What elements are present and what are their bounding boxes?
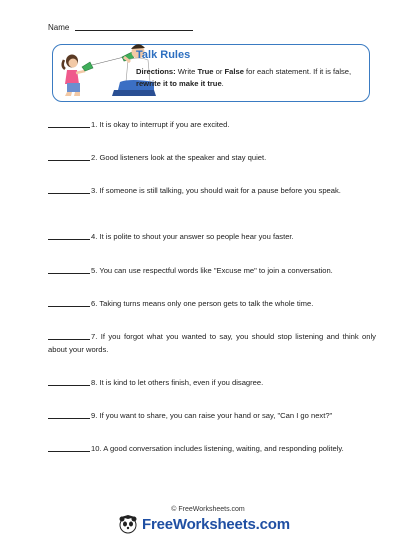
answer-blank[interactable]	[48, 331, 90, 340]
question-item	[48, 376, 376, 389]
question-item	[48, 184, 376, 197]
banner-title: Talk Rules	[136, 49, 191, 61]
question-item	[48, 151, 376, 164]
question-text: It is polite to shout your answer so people hear you faster.	[99, 232, 294, 241]
question-number: 4.	[91, 232, 98, 241]
answer-blank[interactable]	[48, 410, 90, 419]
girl-figure	[63, 55, 85, 97]
question-number: 7.	[91, 332, 98, 341]
question-text: Good listeners look at the speaker and stay quiet.	[99, 153, 267, 162]
directions-part: Write	[175, 67, 198, 76]
question-text: You can use respectful words like "Excuse me" to join a conversation.	[99, 266, 333, 275]
question-number: 2.	[91, 153, 98, 162]
question-text: It is kind to let others finish, even if you disagree.	[99, 378, 264, 387]
question-number: 9.	[91, 411, 98, 420]
answer-blank[interactable]	[48, 377, 90, 386]
question-text: Taking turns means only one person gets to talk the whole time.	[99, 299, 314, 308]
question-number: 8.	[91, 378, 98, 387]
directions-part: .	[221, 79, 224, 88]
answer-blank[interactable]	[48, 152, 90, 161]
false-word: False	[224, 67, 244, 76]
question-number: 6.	[91, 299, 98, 308]
footer-logo[interactable]	[118, 514, 290, 534]
true-word: True	[197, 67, 214, 76]
footer-url[interactable]: © FreeWorksheets.com	[171, 506, 245, 513]
panda-icon	[118, 514, 138, 534]
question-item	[48, 230, 376, 243]
directions-part: for each statement. If it is false,	[243, 67, 352, 76]
answer-blank[interactable]	[48, 119, 90, 128]
directions-part: or	[213, 67, 225, 76]
question-text: A good conversation includes listening, waiting, and responding politely.	[103, 444, 344, 453]
directions-text	[136, 66, 362, 90]
question-item	[48, 297, 376, 310]
question-number: 5.	[91, 266, 98, 275]
footer-brand: FreeWorksheets.com	[142, 515, 290, 533]
answer-blank[interactable]	[48, 298, 90, 307]
question-item	[48, 330, 376, 356]
rewrite-phrase: rewrite it to make it true	[136, 79, 222, 88]
question-item	[48, 118, 376, 131]
question-text: If you forgot what you wanted to say, you should stop listening and think only about your words.	[48, 332, 376, 354]
question-text: It is okay to interrupt if you are excited.	[99, 120, 230, 129]
question-item	[48, 442, 376, 455]
question-text: If you want to share, you can raise your hand or say, "Can I go next?"	[99, 411, 333, 420]
question-item	[48, 409, 376, 422]
answer-blank[interactable]	[48, 231, 90, 240]
question-number: 10.	[91, 444, 102, 453]
question-text: If someone is still talking, you should wait for a pause before you speak.	[99, 186, 341, 195]
answer-blank[interactable]	[48, 265, 90, 274]
directions-label: Directions:	[136, 67, 176, 76]
question-number: 3.	[91, 186, 98, 195]
question-number: 1.	[91, 120, 98, 129]
name-label: Name	[48, 23, 70, 32]
answer-blank[interactable]	[48, 185, 90, 194]
question-item	[48, 264, 376, 277]
answer-blank[interactable]	[48, 443, 90, 452]
